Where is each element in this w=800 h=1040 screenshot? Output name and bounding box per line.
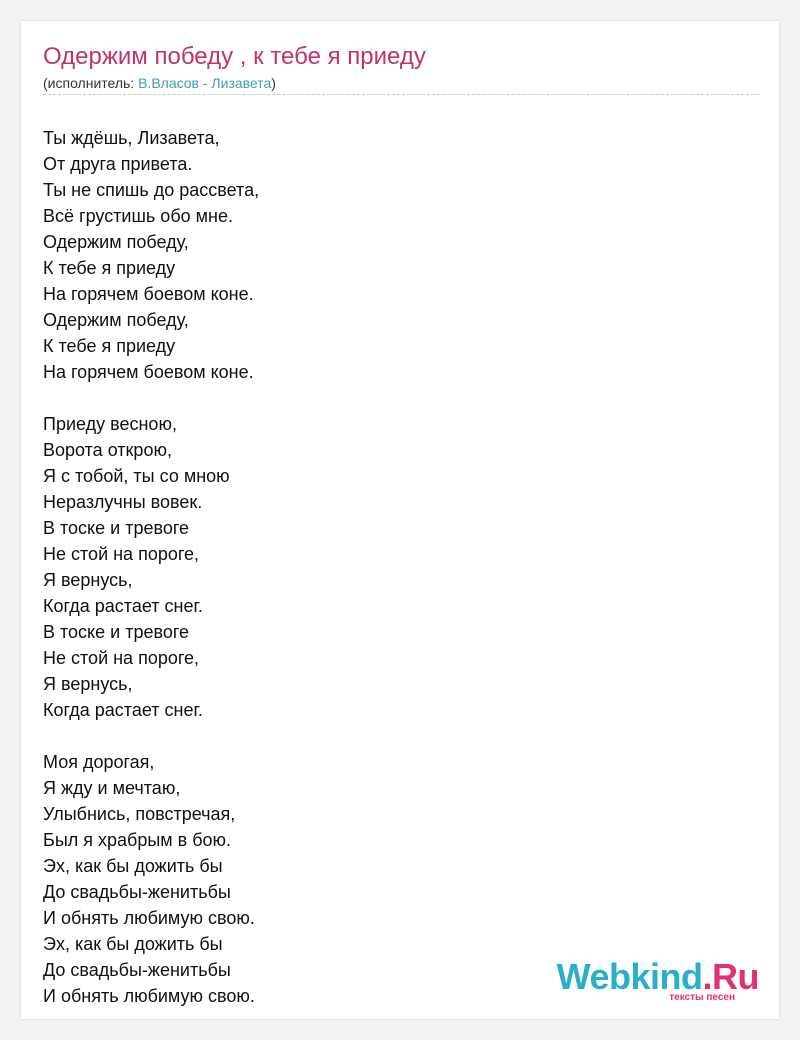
lyrics-line: Не стой на пороге,	[43, 544, 200, 564]
lyrics-line: Эх, как бы дожить бы	[43, 856, 223, 876]
divider	[43, 94, 759, 95]
lyrics-line: Был я храбрым в бою.	[43, 830, 232, 850]
lyrics-line: Я с тобой, ты со мною	[43, 466, 230, 486]
lyrics-line: Не стой на пороге,	[43, 648, 200, 668]
lyrics-line: Приеду весною,	[43, 414, 177, 434]
lyrics-line: На горячем боевом коне.	[43, 362, 254, 382]
lyrics-line: Одержим победу,	[43, 310, 189, 330]
lyrics-body	[43, 125, 259, 1035]
lyrics-line: Всё грустишь обо мне.	[43, 206, 233, 226]
lyrics-line: Ты не спишь до рассвета,	[43, 180, 260, 200]
artist-line	[43, 73, 276, 93]
lyrics-line: К тебе я приеду	[43, 336, 176, 356]
lyrics-stanza	[43, 411, 259, 723]
logo-wordmark	[556, 956, 759, 997]
logo-main-text: Webkind	[556, 956, 703, 997]
lyrics-line: Ты ждёшь, Лизавета,	[43, 128, 220, 148]
lyrics-line: Ворота открою,	[43, 440, 172, 460]
lyrics-line: Моя дорогая,	[43, 752, 155, 772]
lyrics-line: В тоске и тревоге	[43, 518, 190, 538]
artist-link[interactable]: В.Власов - Лизавета	[138, 75, 272, 91]
lyrics-line: До свадьбы-женитьбы	[43, 882, 231, 902]
lyrics-line: Эх, как бы дожить бы	[43, 934, 223, 954]
lyrics-line: До свадьбы-женитьбы	[43, 960, 231, 980]
lyrics-line: Я жду и мечтаю,	[43, 778, 181, 798]
lyrics-stanza	[43, 749, 259, 1009]
artist-prefix: (исполнитель:	[43, 75, 139, 91]
lyrics-stanza	[43, 125, 259, 385]
lyrics-line: На горячем боевом коне.	[43, 284, 254, 304]
page-title: Одержим победу , к тебе я приеду	[43, 43, 426, 70]
lyrics-line: Одержим победу,	[43, 232, 189, 252]
lyrics-line: В тоске и тревоге	[43, 622, 190, 642]
logo-tagline: тексты песен	[669, 992, 735, 1003]
lyrics-line: Я вернусь,	[43, 674, 133, 694]
lyrics-line: Когда растает снег.	[43, 700, 203, 720]
lyrics-line: Неразлучны вовек.	[43, 492, 203, 512]
lyrics-line: Я вернусь,	[43, 570, 133, 590]
lyrics-line: К тебе я приеду	[43, 258, 176, 278]
logo-suffix-text: .Ru	[702, 956, 759, 997]
lyrics-line: И обнять любимую свою.	[43, 986, 255, 1006]
artist-suffix: )	[271, 75, 276, 91]
lyrics-card	[21, 21, 779, 1019]
lyrics-line: От друга привета.	[43, 154, 193, 174]
lyrics-line: Улыбнись, повстречая,	[43, 804, 236, 824]
lyrics-line: Когда растает снег.	[43, 596, 203, 616]
lyrics-line: И обнять любимую свою.	[43, 908, 255, 928]
site-logo[interactable]	[556, 956, 759, 1003]
